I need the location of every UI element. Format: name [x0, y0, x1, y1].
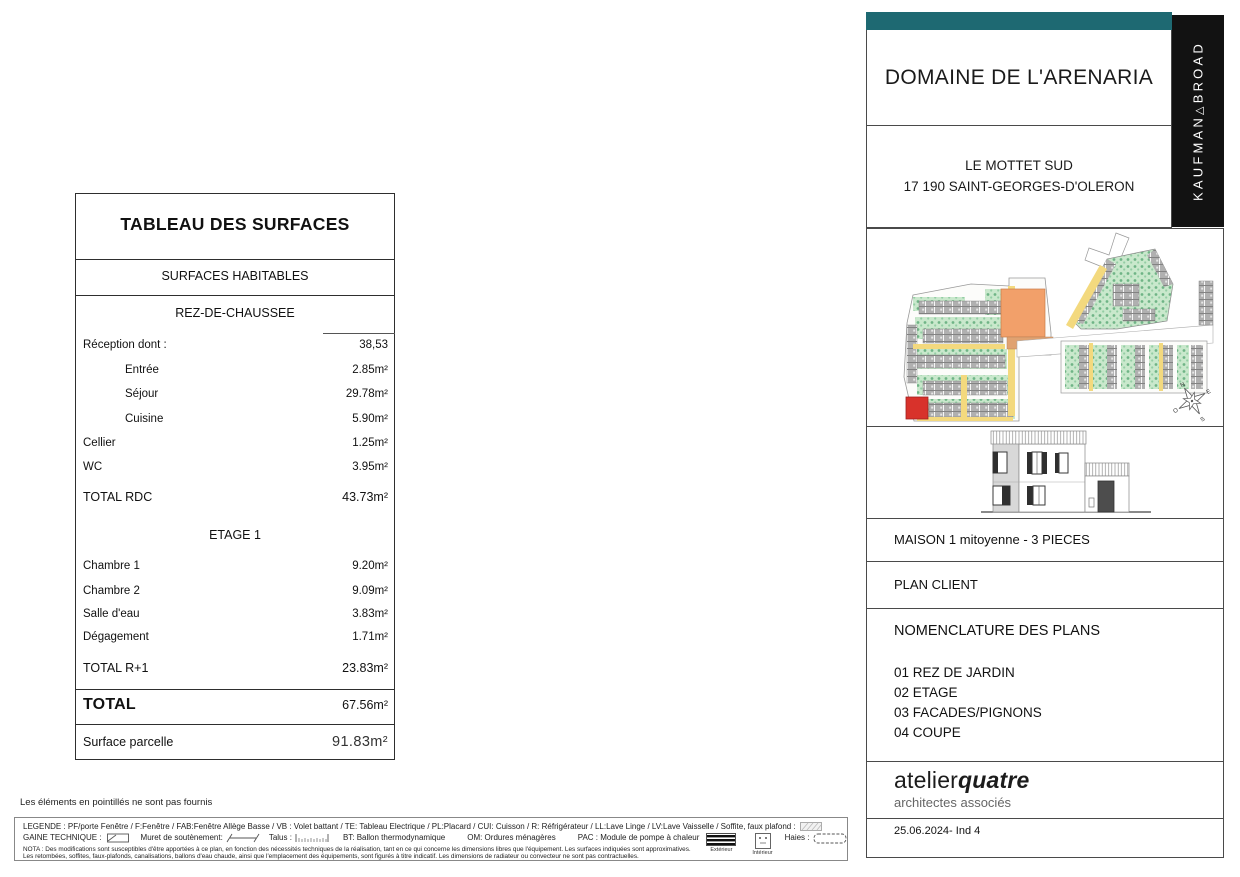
- nota-line2: Les retombées, soffites, faux-plafonds, canalisations, ballons d'eau chaude, ainsi que l'emplacement des équipements, sont figurés à titre indicatif. Les dimensions de radiateur ou convecteur ne sont pas contractuelles.: [23, 853, 639, 860]
- date-text: 25.06.2024- Ind 4: [894, 825, 981, 837]
- date-row: [894, 825, 980, 837]
- brand-part1: KAUFMAN: [1190, 114, 1206, 201]
- project-title: DOMAINE DE L'ARENARIA: [884, 65, 1154, 89]
- architect-subtitle: architectes associés: [894, 795, 1012, 810]
- legend-pac-label: PAC : Module de pompe à chaleur: [577, 833, 700, 842]
- right-cluster-building: [1113, 284, 1139, 306]
- brand-triangle-icon: △: [1193, 103, 1206, 115]
- value-column-rule: [323, 333, 395, 334]
- divider: [76, 259, 394, 260]
- dotted-elements-note: Les éléments en pointillés ne sont pas fournis: [20, 797, 213, 808]
- row-value: 23.83m²: [342, 661, 388, 675]
- right-edge-building: [1199, 281, 1213, 325]
- row-label: TOTAL R+1: [83, 661, 149, 675]
- divider: [867, 608, 1223, 609]
- row-value: 38,53: [359, 339, 388, 351]
- project-header-box: [866, 30, 1172, 228]
- total-r1-row: [83, 660, 388, 676]
- row-label: Dégagement: [83, 631, 149, 643]
- table-row: [83, 629, 388, 645]
- orange-building: [1001, 289, 1045, 337]
- nomenclature-item: 01 REZ DE JARDIN: [894, 665, 1015, 680]
- row-value: 43.73m²: [342, 490, 388, 504]
- legend-muret-label: Muret de soutènement:: [140, 833, 223, 842]
- row-label: WC: [83, 461, 103, 473]
- total-rdc-row: [83, 489, 388, 505]
- row-label: Entrée: [125, 364, 159, 376]
- house-elevation: [981, 431, 1151, 512]
- row-label: Cellier: [83, 437, 116, 449]
- row-value: 9.20m²: [352, 560, 388, 572]
- row-label: TOTAL: [83, 696, 136, 713]
- legend-om-label: OM: Ordures ménagères: [467, 833, 556, 842]
- divider: [867, 818, 1223, 819]
- pac-exterieur: [706, 833, 736, 853]
- row-value: 5.90m²: [352, 413, 388, 425]
- legend-gaine-label: GAINE TECHNIQUE :: [23, 833, 102, 842]
- legend-line1: [23, 822, 822, 831]
- row-value: 3.83m²: [352, 608, 388, 620]
- surfaces-table: [75, 193, 395, 760]
- maison-row: [894, 518, 1215, 561]
- table-row: [83, 435, 388, 451]
- kaufman-broad-wordmark: [1191, 41, 1206, 201]
- compass-e: E: [1205, 388, 1213, 396]
- teal-accent-bar: [866, 12, 1172, 30]
- address-line1: LE MOTTET SUD: [965, 157, 1073, 173]
- row-value: 1.25m²: [352, 437, 388, 449]
- pac-interieur: [752, 833, 772, 856]
- parcel-row: [83, 734, 388, 750]
- muret-icon: [226, 833, 260, 843]
- haies-icon: [813, 833, 847, 844]
- nomenclature-section: [894, 623, 1100, 743]
- talus-icon: [295, 833, 329, 843]
- title-block-main: [866, 228, 1224, 858]
- compass-n: N: [1179, 381, 1187, 390]
- compass-o: O: [1172, 407, 1180, 416]
- section-header-rdc: REZ-DE-CHAUSSEE: [175, 306, 295, 320]
- pac-interieur-caption: Intérieur: [752, 850, 773, 856]
- row-value: 67.56m²: [342, 698, 388, 712]
- table-subtitle: SURFACES HABITABLES: [161, 269, 309, 283]
- row-label: Chambre 2: [83, 585, 140, 597]
- site-plan-illustration: [867, 229, 1225, 426]
- nota-line1: NOTA : Des modifications sont susceptibles d'être apportées à ce plan, en fonction des nécessités techniques de la réalisation, tant en ce qui concerne les dimensions libres que l'équipement. Les surfaces indiquées sont approximatives.: [23, 846, 691, 853]
- table-row: [83, 583, 388, 599]
- legend-bt-label: BT: Ballon thermodynamique: [342, 833, 446, 842]
- kaufman-broad-logo: [1172, 15, 1224, 227]
- legend-talus-label: Talus :: [268, 833, 292, 842]
- row-label: Chambre 1: [83, 560, 140, 572]
- maison-label: MAISON 1 mitoyenne - 3 PIECES: [894, 532, 1090, 547]
- right-cluster-building: [1123, 309, 1155, 321]
- row-label: Salle d'eau: [83, 608, 140, 620]
- divider: [76, 689, 394, 690]
- pac-interieur-icon: [755, 833, 771, 849]
- row-label: TOTAL RDC: [83, 490, 153, 504]
- row-value: 91.83m²: [332, 734, 388, 750]
- nomenclature-item: 04 COUPE: [894, 725, 961, 740]
- row-label: Cuisine: [125, 413, 164, 425]
- table-title: TABLEAU DES SURFACES: [120, 214, 350, 234]
- divider: [76, 724, 394, 725]
- gaine-technique-icon: [107, 833, 129, 843]
- legend-box: [14, 817, 848, 861]
- row-value: 29.78m²: [345, 388, 388, 400]
- row-value: 3.95m²: [352, 461, 388, 473]
- brand-part2: BROAD: [1190, 41, 1206, 104]
- legend-haies-label: Haies :: [784, 833, 810, 842]
- table-row: [83, 411, 388, 427]
- grand-total-row: [83, 697, 388, 713]
- soffite-hatch-icon: [800, 822, 822, 831]
- row-value: 2.85m²: [352, 364, 388, 376]
- legend-text: LEGENDE : PF/porte Fenêtre / F:Fenêtre / FAB:Fenêtre Allège Basse / VB : Volet battant / TE: Tableau Electrique / PL:Placard / CUI: Cuisson / R: Réfrigérateur / LL:Lave Linge / LV:Lave Vaisselle / Soffite, faux plafond :: [23, 822, 796, 831]
- row-value: 1.71m²: [352, 631, 388, 643]
- facade-elevation-drawing: [867, 426, 1225, 518]
- table-row: [83, 606, 388, 622]
- pac-exterieur-icon: [706, 833, 736, 846]
- architect-name-bold: quatre: [958, 767, 1030, 793]
- nomenclature-title: NOMENCLATURE DES PLANS: [894, 623, 1100, 639]
- table-row: [83, 558, 388, 574]
- architect-logo: [894, 767, 1030, 810]
- table-row: [83, 459, 388, 475]
- address-line2: 17 190 SAINT-GEORGES-D'OLERON: [903, 178, 1135, 194]
- architect-name: [894, 767, 1030, 794]
- divider: [867, 761, 1223, 762]
- row-value: 9.09m²: [352, 585, 388, 597]
- nomenclature-item: 02 ETAGE: [894, 685, 958, 700]
- pac-exterieur-caption: Extérieur: [710, 847, 733, 853]
- project-address: [867, 125, 1171, 228]
- table-row: [83, 386, 388, 402]
- row-label: Surface parcelle: [83, 735, 174, 749]
- highlighted-unit: [906, 397, 928, 419]
- row-label: Séjour: [125, 388, 159, 400]
- table-row: [83, 337, 388, 353]
- divider: [76, 295, 394, 296]
- nomenclature-item: 03 FACADES/PIGNONS: [894, 705, 1042, 720]
- table-row: [83, 362, 388, 378]
- section-header-etage: ETAGE 1: [209, 528, 261, 542]
- plan-client-label: PLAN CLIENT: [894, 577, 978, 592]
- plan-client-row: [894, 561, 1215, 608]
- compass-s: S: [1199, 416, 1207, 424]
- row-label: Réception dont :: [83, 339, 167, 351]
- architect-name-light: atelier: [894, 767, 959, 793]
